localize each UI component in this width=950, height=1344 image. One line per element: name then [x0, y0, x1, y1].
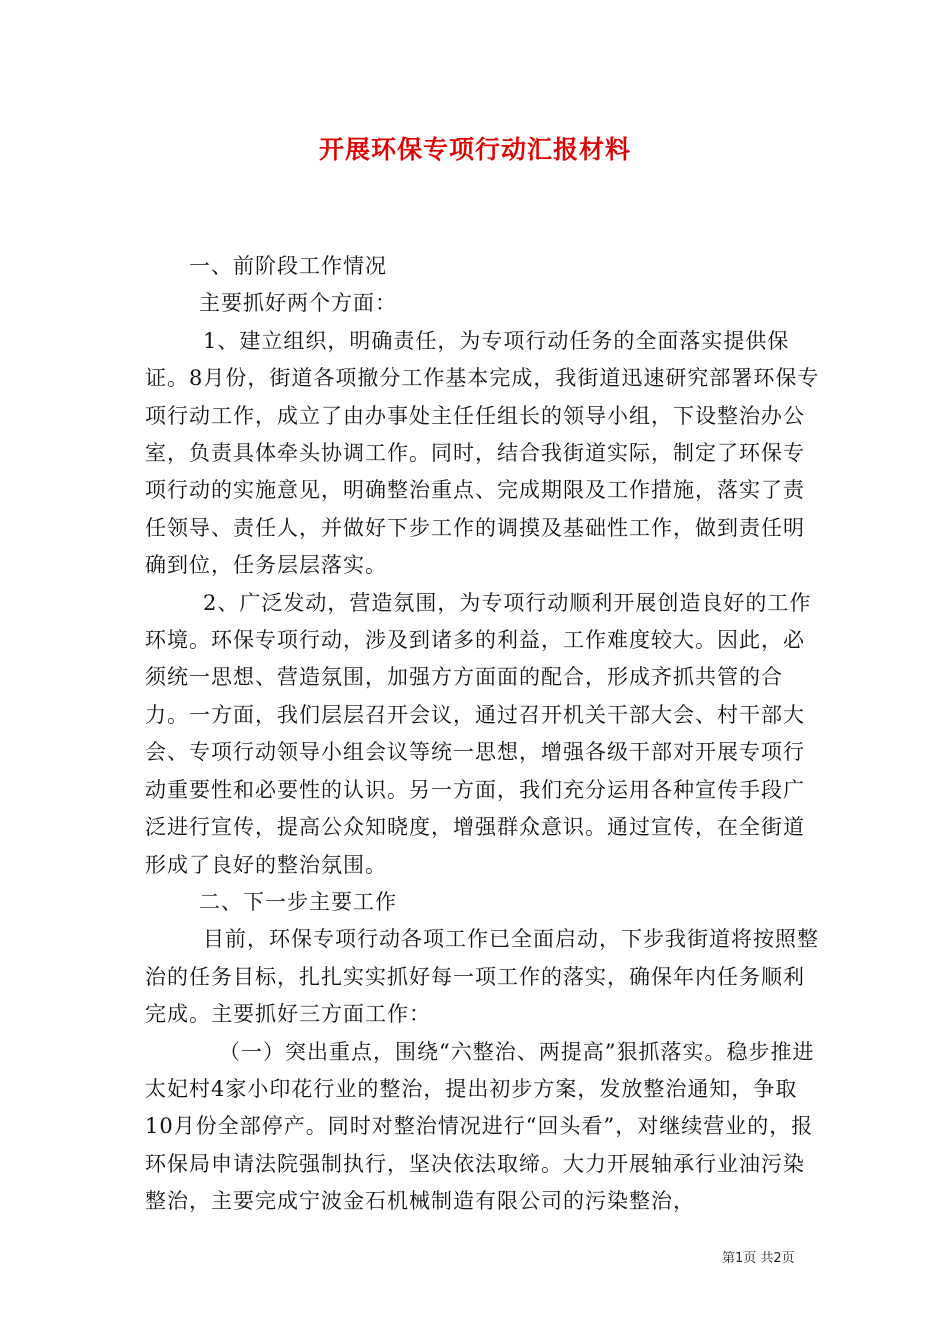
page-number: 第1页 共2页 [722, 1251, 795, 1266]
section-heading-1: 一、前阶段工作情况 [189, 254, 387, 278]
document-title: 开展环保专项行动汇报材料 [318, 135, 631, 164]
section-heading-2: 二、下一步主要工作 [199, 889, 397, 914]
paragraph-item-1: 1、建立组织，明确责任，为专项行动任务的全面落实提供保证。8月份，街道各项撤分工作基本完成，我街道迅速研究部署环保专项行动工作，成立了由办事处主任任组长的领导小组，下设整治办公室，负责具体牵头协调工作。同时，结合我街道实际，制定了环保专项行动的实施意见，明确整治重点、完成期限及工作措施，落实了责任领导、责任人，并做好下步工作的调摸及基础性工作，做到责任明确到位，任务层层落实。 [145, 328, 820, 578]
paragraph-next-steps: 目前，环保专项行动各项工作已全面启动，下步我街道将按照整治的任务目标，扎扎实实抓好每一项工作的落实，确保年内任务顺利完成。主要抓好三方面工作： [145, 927, 819, 1027]
paragraph-sub-item-1: （一）突出重点，围绕“六整治、两提高”狠抓落实。稳步推进太妃村4家小印花行业的整治，提出初步方案，发放整治通知，争取10月份全部停产。同时对整治情况进行“回头看”，对继续营业的，报环保局申请法院强制执行，坚决依法取缔。大力开展轴承行业油污染整治，主要完成宁波金石机械制造有限公司的污染整治， [145, 1039, 815, 1214]
document-body [145, 248, 825, 1221]
paragraph-item-2: 2、广泛发动，营造氛围，为专项行动顺利开展创造良好的工作环境。环保专项行动，涉及到诸多的利益，工作难度较大。因此，必须统一思想、营造氛围，加强方方面面的配合，形成齐抓共管的合力。一方面，我们层层召开会议，通过召开机关干部大会、村干部大会、专项行动领导小组会议等统一思想，增强各级干部对开展专项行动重要性和必要性的认识。另一方面，我们充分运用各种宣传手段广泛进行宣传，提高公众知晓度，增强群众意识。通过宣传，在全街道形成了良好的整治氛围。 [145, 590, 812, 877]
paragraph-intro: 主要抓好两个方面： [199, 291, 397, 316]
